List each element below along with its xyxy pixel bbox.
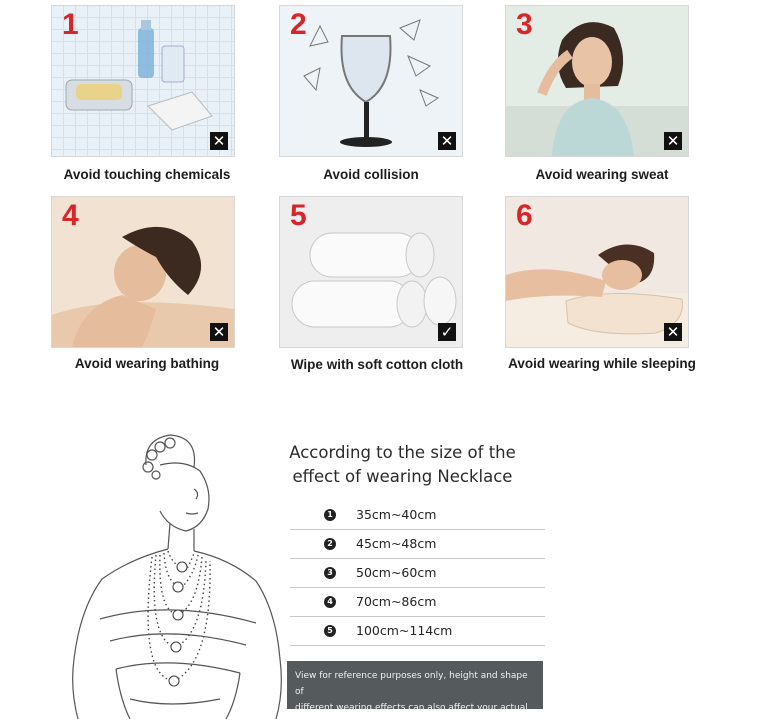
size-bullet: 2	[324, 538, 336, 550]
size-row	[290, 532, 545, 559]
size-range: 45cm~48cm	[356, 536, 437, 551]
care-tip-caption: Avoid wearing sweat	[535, 167, 669, 182]
reference-note-line1: View for reference purposes only, height and shape of	[295, 671, 528, 697]
care-tip-card-cotton-cloth	[279, 196, 463, 348]
size-bullet: 3	[324, 567, 336, 579]
necklace-figure-illustration	[60, 419, 290, 724]
sweating-woman-icon	[506, 6, 688, 156]
check-icon: ✓	[438, 323, 456, 341]
size-range: 50cm~60cm	[356, 565, 437, 580]
avoid-x-icon: ✕	[210, 323, 228, 341]
reference-note	[287, 661, 543, 713]
care-tip-number: 6	[516, 199, 533, 232]
care-tip-card-sleeping	[505, 196, 689, 348]
size-guide-title-line2: effect of wearing Necklace	[292, 467, 513, 486]
care-tip-caption: Wipe with soft cotton cloth	[290, 357, 464, 372]
care-tip-card-bathing	[51, 196, 235, 348]
avoid-x-icon: ✕	[210, 132, 228, 150]
size-range: 35cm~40cm	[356, 507, 437, 522]
size-row	[290, 503, 545, 530]
towels-icon	[280, 197, 462, 347]
care-tip-caption: Avoid touching chemicals	[63, 167, 231, 182]
care-tip-number: 2	[290, 8, 307, 41]
care-tip-caption: Avoid wearing bathing	[74, 356, 220, 371]
size-row	[290, 619, 545, 646]
reference-note-line2: different wearing effects can also affect your actual	[295, 703, 528, 713]
size-range: 100cm~114cm	[356, 623, 453, 638]
avoid-x-icon: ✕	[664, 132, 682, 150]
care-tip-caption: Avoid wearing while sleeping	[508, 356, 696, 371]
size-bullet: 1	[324, 509, 336, 521]
care-tip-number: 1	[62, 8, 79, 41]
bathing-woman-icon	[52, 197, 234, 347]
size-row	[290, 561, 545, 588]
care-tip-number: 4	[62, 199, 79, 232]
care-tip-card-chemicals	[51, 5, 235, 157]
care-tip-number: 3	[516, 8, 533, 41]
size-guide-title-line1: According to the size of the	[289, 443, 516, 462]
necklace-size-guide	[0, 405, 759, 724]
care-tip-number: 5	[290, 199, 307, 232]
avoid-x-icon: ✕	[664, 323, 682, 341]
care-tip-caption: Avoid collision	[323, 167, 419, 182]
broken-glass-icon	[280, 6, 462, 156]
care-tip-card-collision	[279, 5, 463, 157]
size-bullet: 5	[324, 625, 336, 637]
size-guide-title	[275, 441, 530, 489]
sleeping-woman-icon	[506, 197, 688, 347]
care-tip-card-sweat	[505, 5, 689, 157]
size-bullet: 4	[324, 596, 336, 608]
chemicals-icon	[52, 6, 234, 156]
size-row	[290, 590, 545, 617]
avoid-x-icon: ✕	[438, 132, 456, 150]
size-range: 70cm~86cm	[356, 594, 437, 609]
